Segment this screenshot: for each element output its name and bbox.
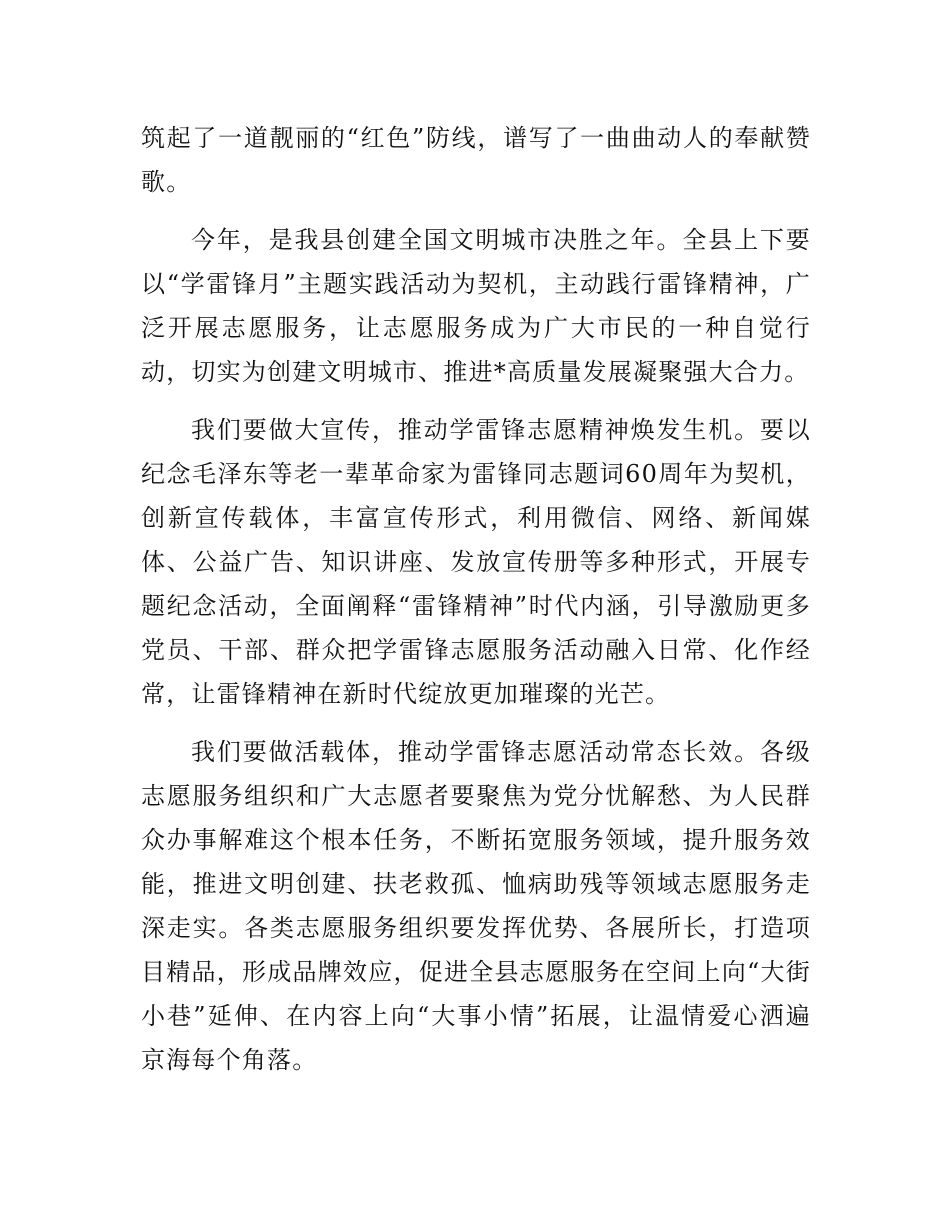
paragraph-continuation: 筑起了一道靓丽的“红色”防线，谱写了一曲曲动人的奉献赞歌。 — [141, 124, 811, 196]
paragraph-carriers: 我们要做活载体，推动学雷锋志愿活动常态长效。各级志愿服务组织和广大志愿者要聚焦为党分忧解愁、为人民群众办事解难这个根本任务，不断拓宽服务领域，提升服务效能，推进文明创建、扶老救孤、恤病助残等领域志愿服务走深走实。各类志愿服务组织要发挥优势、各展所长，打造项目精品，形成品牌效应，促进全县志愿服务在空间上向“大街小巷”延伸、在内容上向“大事小情”拓展，让温情爱心洒遍京海每个角落。 — [141, 738, 811, 1074]
document-body — [141, 116, 811, 1096]
paragraph-civilized-city: 今年，是我县创建全国文明城市决胜之年。全县上下要以“学雷锋月”主题实践活动为契机，主动践行雷锋精神，广泛开展志愿服务，让志愿服务成为广大市民的一种自觉行动，切实为创建文明城市、推进*高质量发展凝聚强大合力。 — [141, 226, 811, 386]
paragraph-publicity: 我们要做大宣传，推动学雷锋志愿精神焕发生机。要以纪念毛泽东等老一辈革命家为雷锋同志题词60周年为契机，创新宣传载体，丰富宣传形式，利用微信、网络、新闻媒体、公益广告、知识讲座、发放宣传册等多种形式，开展专题纪念活动，全面阐释“雷锋精神”时代内涵，引导激励更多党员、干部、群众把学雷锋志愿服务活动融入日常、化作经常，让雷锋精神在新时代绽放更加璀璨的光芒。 — [141, 416, 811, 708]
